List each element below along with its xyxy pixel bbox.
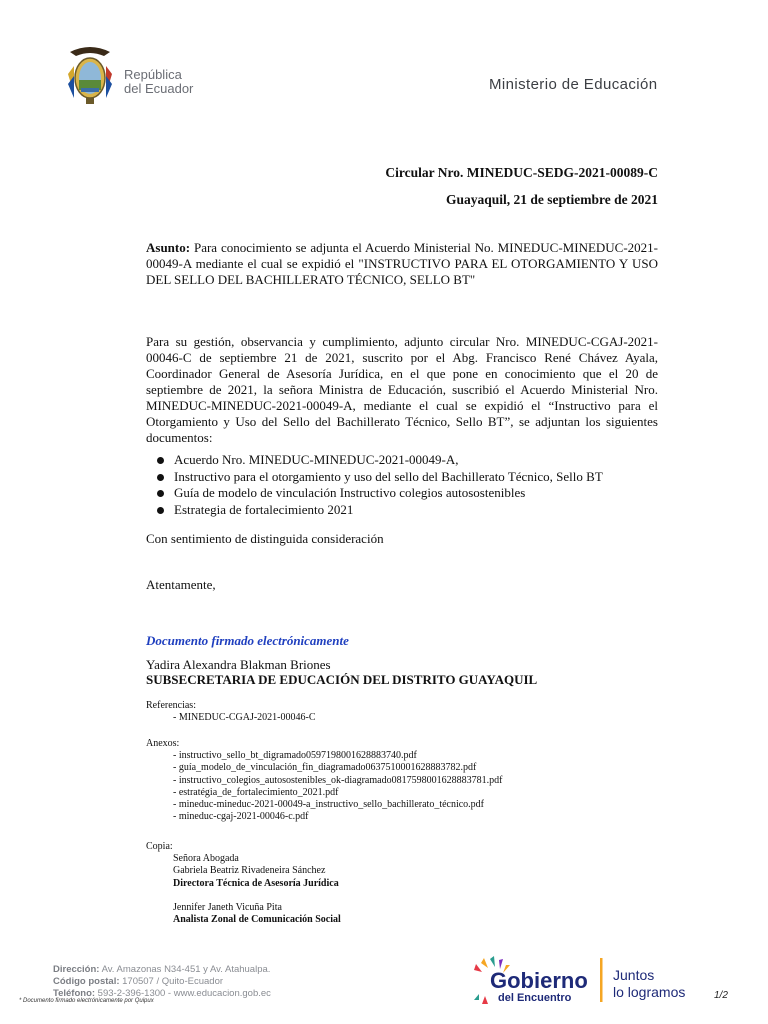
bullet-icon	[157, 507, 164, 514]
list-item: Instructivo para el otorgamiento y uso del sello del Bachillerato Técnico, Sello BT	[146, 469, 658, 486]
gobierno-del-encuentro-logo	[470, 950, 710, 1008]
juntos-word: Juntos	[613, 967, 655, 983]
annex-item: - mineduc-cgaj-2021-00046-c.pdf	[173, 811, 309, 823]
copia-name: Gabriela Beatriz Rivadeneira Sánchez	[173, 865, 326, 877]
ministry-name: Ministerio de Educación	[489, 76, 658, 93]
signer-name: Yadira Alexandra Blakman Briones	[146, 657, 331, 672]
gobierno-word: Gobierno	[490, 968, 588, 993]
anexos-label: Anexos:	[146, 738, 180, 749]
copia-role: Directora Técnica de Asesoría Jurídica	[173, 877, 339, 889]
spacer	[173, 890, 341, 902]
ecuador-coat-of-arms-icon	[64, 44, 116, 106]
codigo-value: 170507 / Quito-Ecuador	[119, 976, 224, 987]
asunto-label: Asunto:	[146, 240, 191, 255]
logo-divider	[600, 958, 603, 1002]
annex-item: - guía_modelo_de_vinculación_fin_diagramado0637510001628883782.pdf	[173, 762, 477, 774]
copia-role: Analista Zonal de Comunicación Social	[173, 914, 341, 926]
direccion-label: Dirección:	[53, 964, 100, 975]
annex-item: - estratégia_de_fortalecimiento_2021.pdf	[173, 786, 339, 798]
asunto-paragraph	[146, 240, 658, 288]
footer-contact	[53, 964, 271, 1000]
telefono-value: 593-2-396-1300 - www.educacion.gob.ec	[95, 988, 271, 999]
closing-line: Con sentimiento de distinguida consideración	[146, 531, 384, 546]
attachments-bullet-list	[146, 452, 658, 518]
list-item: Estrategia de fortalecimiento 2021	[146, 502, 658, 519]
signer-title: SUBSECRETARIA DE EDUCACIÓN DEL DISTRITO GUAYAQUIL	[146, 672, 538, 687]
copia-name: Jennifer Janeth Vicuña Pita	[173, 901, 282, 913]
annex-item: - instructivo_sello_bt_digramado0597198001628883740.pdf	[173, 750, 417, 761]
annex-item: - mineduc-mineduc-2021-00049-a_instructivo_sello_bachillerato_técnico.pdf	[173, 799, 485, 811]
document-date: Guayaquil, 21 de septiembre de 2021	[445, 192, 658, 207]
bullet-icon	[157, 474, 164, 481]
reference-item: - MINEDUC-CGAJ-2021-00046-C	[173, 712, 316, 723]
page-number: 1/2	[714, 990, 728, 1001]
republica-ecuador-text	[124, 68, 193, 96]
lo-logramos-word: lo logramos	[613, 984, 686, 1000]
copia-line: Señora Abogada	[173, 853, 239, 864]
asunto-text: Para conocimiento se adjunta el Acuerdo Ministerial No. MINEDUC-MINEDUC-2021-00049-A mediante el cual se expidió el "INSTRUCTIVO PARA EL OTORGAMIENTO Y USO DEL SELLO DEL BACHILLERATO TÉCNICO, SELLO BT"	[146, 240, 658, 287]
annex-item: - instructivo_colegios_autosostenibles_ok-diagramado0817598001628883781.pdf	[173, 774, 503, 786]
republica-line1: República	[124, 67, 182, 82]
signed-electronically-notice: Documento firmado electrónicamente	[146, 633, 349, 648]
gestion-paragraph: Para su gestión, observancia y cumplimiento, adjunto circular Nro. MINEDUC-CGAJ-2021-00046-C de septiembre 21 de 2021, suscrito por el Abg. Francisco René Chávez Ayala, Coordinador General de Asesoría Jurídica, en el que pone en conocimiento que el 20 de septiembre de 2021, la señora Ministra de Educación, suscribió el Acuerdo Ministerial Nro. MINEDUC-MINEDUC-2021-00049-A, mediante el cual se expidió el “Instructivo para el Otorgamiento y Uso del Sello del Bachillerato Técnico, Sello BT”, se adjuntan los siguientes documentos:	[146, 334, 658, 445]
referencias-label: Referencias:	[146, 700, 196, 711]
bullet-icon	[157, 490, 164, 497]
quipux-note: * Documento firmado electrónicamente por Quipux	[19, 998, 154, 1004]
list-item: Guía de modelo de vinculación Instructivo colegios autosostenibles	[146, 485, 658, 502]
del-encuentro-word: del Encuentro	[498, 992, 572, 1004]
circular-number: Circular Nro. MINEDUC-SEDG-2021-00089-C	[385, 165, 658, 180]
codigo-label: Código postal:	[53, 976, 120, 987]
copia-label: Copia:	[146, 841, 173, 852]
direccion-value: Av. Amazonas N34-451 y Av. Atahualpa.	[99, 964, 271, 975]
republica-line2: del Ecuador	[124, 81, 194, 96]
list-item: Acuerdo Nro. MINEDUC-MINEDUC-2021-00049-A,	[146, 452, 658, 469]
salutation: Atentamente,	[146, 577, 216, 592]
bullet-icon	[157, 457, 164, 464]
referencias-list	[173, 712, 316, 724]
anexos-list	[173, 750, 502, 824]
copia-recipients	[173, 853, 341, 926]
telefono-label: Teléfono:	[53, 988, 96, 999]
